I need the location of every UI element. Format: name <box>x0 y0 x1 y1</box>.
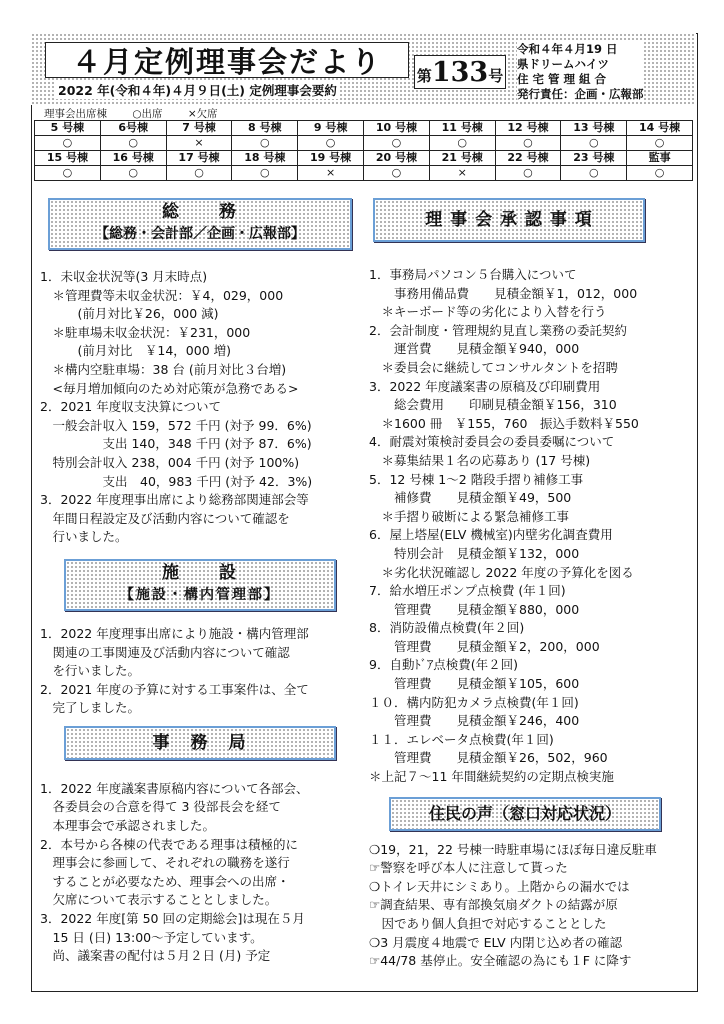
attendance-mark: ○ <box>35 136 101 151</box>
building-label: 15 号棟 <box>35 151 101 166</box>
text-line: 支出 40，983 千円 (対予 42．3%) <box>40 473 313 489</box>
attendance-legend-title: 理事会出席棟 <box>44 108 107 120</box>
text-line: ＊委員会に継続してコンサルタントを招聘 <box>369 359 618 375</box>
building-label: 7 号棟 <box>166 121 232 136</box>
building-label: 20 号棟 <box>363 151 429 166</box>
attendance-legend <box>44 106 240 121</box>
text-line: 管理費 見積金額￥105，600 <box>369 676 580 692</box>
building-label: 11 号棟 <box>429 121 495 136</box>
issue-suffix: 号 <box>488 67 504 85</box>
attendance-mark: ○ <box>298 136 364 151</box>
publisher-info <box>517 42 644 102</box>
building-label: 13 号棟 <box>561 121 627 136</box>
attendance-mark: × <box>298 166 364 181</box>
text-line: 9．自動ﾄﾞｱ点検費(年２回) <box>369 657 518 673</box>
attendance-mark: × <box>166 136 232 151</box>
text-line: ＊上記７～11 年間継続契約の定期点検実施 <box>369 769 614 785</box>
attendance-status-row <box>35 166 693 181</box>
text-line: 5．12 号棟 1～2 階段手摺り補修工事 <box>369 471 584 487</box>
text-line: 支出 140，348 千円 (対予 87．6%) <box>40 436 312 452</box>
attendance-header-row <box>35 121 693 136</box>
issue-prefix: 第 <box>416 67 432 85</box>
attendance-mark: ○ <box>166 166 232 181</box>
text-line: (前月対比￥26，000 減) <box>40 306 219 322</box>
section-title: 理 事 会 承 認 事 項 <box>425 210 593 230</box>
text-line: 1．2022 年度理事出席により施設・構内管理部 <box>40 625 309 641</box>
section-title: 事 務 局 <box>152 732 248 753</box>
building-label: 19 号棟 <box>298 151 364 166</box>
attendance-mark: ○ <box>561 166 627 181</box>
text-line: 管理費 見積金額￥246，400 <box>369 713 580 729</box>
attendance-mark: ○ <box>363 166 429 181</box>
text-line: ❍トイレ天井にシミあり。上階からの漏水では <box>369 878 630 894</box>
building-label: 17 号棟 <box>166 151 232 166</box>
text-line: ☞44/78 基停止。安全確認の為にも１F に降す <box>369 953 632 969</box>
section-title: 総 務 <box>162 202 238 222</box>
text-line: 欠席について表示することとしました。 <box>40 892 278 908</box>
attendance-mark: × <box>429 166 495 181</box>
text-line: ＊駐車場未収金状況：￥231，000 <box>40 324 251 340</box>
issue-number-box <box>414 55 506 89</box>
text-line: 本理事会で承認されました。 <box>40 818 216 834</box>
text-line: 特別会計収入 238，004 千円 (対予 100%) <box>40 454 300 470</box>
text-line: 事務用備品費 見積金額￥1，012，000 <box>369 285 638 301</box>
text-line: することが必要なため、理事会への出席・ <box>40 873 290 889</box>
section-header-general-affairs <box>48 198 352 250</box>
text-line: 2．本号から各棟の代表である理事は積極的に <box>40 836 298 852</box>
building-label: 10 号棟 <box>363 121 429 136</box>
text-line: 1．2022 年度議案書原稿内容について各部会、 <box>40 780 309 796</box>
section-header-residents-voice <box>389 797 661 831</box>
attendance-mark: ○ <box>363 136 429 151</box>
left-column <box>40 198 352 966</box>
building-label: 12 号棟 <box>495 121 561 136</box>
text-line: 完了しました。 <box>40 700 141 716</box>
text-line: 2．2021 年度収支決算について <box>40 399 221 415</box>
building-label: 22 号棟 <box>495 151 561 166</box>
text-line: 7．給水増圧ポンプ点検費 (年１回) <box>369 583 566 599</box>
text-line: ＊劣化状況確認し 2022 年度の予算化を図る <box>369 564 634 580</box>
text-line: 15 日 (日) 13:00～予定しています。 <box>40 929 263 945</box>
text-line: 2．会計制度・管理規約見直し業務の委託契約 <box>369 322 627 338</box>
section-title: 住民の声（窓口対応状況） <box>428 803 621 823</box>
attendance-header-row <box>35 151 693 166</box>
text-line: 3．2022 年度理事出席により総務部関連部会等 <box>40 492 309 508</box>
text-line: 尚、議案書の配付は５月２日 (月) 予定 <box>40 948 271 964</box>
text-line: 管理費 見積金額￥880，000 <box>369 601 580 617</box>
section-header-approvals <box>373 198 645 242</box>
facilities-body <box>40 625 352 718</box>
text-line: 6．屋上塔屋(ELV 機械室)内壁劣化調査費用 <box>369 527 613 543</box>
text-line: ＊管理費等未収金状況：￥4，029，000 <box>40 287 284 303</box>
attendance-table <box>34 120 693 181</box>
section-title: 施 設 <box>162 562 238 583</box>
text-line: 関連の工事関連及び活動内容について確認 <box>40 644 290 660</box>
issue-number: 133 <box>431 57 489 88</box>
newsletter-subtitle: 2022 年(令和４年)４月９日(土) 定例理事会要約 <box>55 81 340 99</box>
text-line: ＊手摺り破断による緊急補修工事 <box>369 508 570 524</box>
attendance-mark: ○ <box>627 136 693 151</box>
text-line: 総会費用 印刷見積金額￥156，310 <box>369 397 617 413</box>
text-line: 年間日程設定及び活動内容について確認を <box>40 510 290 526</box>
text-line: 1．未収金状況等(3 月末時点) <box>40 269 208 284</box>
text-line: 補修費 見積金額￥49，500 <box>369 490 572 506</box>
attendance-mark: ○ <box>495 166 561 181</box>
building-label: 9 号棟 <box>298 121 364 136</box>
text-line: ☞警察を呼び本人に注意して貰った <box>369 860 568 876</box>
text-line: 各委員会の合意を得て 3 役部長会を経て <box>40 799 281 815</box>
text-line: ＊構内空駐車場：38 台 (前月対比３台増) <box>40 361 287 377</box>
publisher-line: 住 宅 管 理 組 合 <box>517 72 607 86</box>
attendance-legend-absent: ×欠席 <box>187 108 218 120</box>
text-line: を行いました。 <box>40 663 141 679</box>
secretariat-body <box>40 780 352 966</box>
text-line: 3．2022 年度議案書の原稿及び印刷費用 <box>369 378 601 394</box>
attendance-legend-present: ○出席 <box>132 108 163 120</box>
section-header-secretariat <box>64 726 336 760</box>
text-line: ＊キーボード等の劣化により入替を行う <box>369 304 607 320</box>
building-label: 21 号棟 <box>429 151 495 166</box>
text-line: １１．エレベータ点検費(年１回) <box>369 731 554 747</box>
masthead <box>31 33 696 105</box>
attendance-status-row <box>35 136 693 151</box>
newsletter-title: ４月定例理事会だより <box>45 42 409 78</box>
text-line: 運営費 見積金額￥940，000 <box>369 341 580 357</box>
text-line: 理事会に参画して、それぞれの職務を遂行 <box>40 855 290 871</box>
text-line: ＊募集結果１名の応募あり (17 号棟) <box>369 452 591 468</box>
text-line: 1．事務局パソコン５台購入について <box>369 267 577 282</box>
right-column <box>369 198 691 971</box>
building-label: 23 号棟 <box>561 151 627 166</box>
text-line: 8．消防設備点検費(年２回) <box>369 620 525 636</box>
text-line: 4．耐震対策検討委員会の委員委嘱について <box>369 434 615 450</box>
text-line: <毎月増加傾向のため対応策が急務である> <box>40 380 299 396</box>
section-header-facilities <box>64 559 336 611</box>
building-label: 16 号棟 <box>100 151 166 166</box>
text-line: 管理費 見積金額￥2，200，000 <box>369 638 600 654</box>
publisher-line: 県ドリームハイツ <box>517 57 609 71</box>
attendance-mark: ○ <box>627 166 693 181</box>
text-line: 行いました。 <box>40 529 128 545</box>
building-label: 18 号棟 <box>232 151 298 166</box>
attendance-mark: ○ <box>232 136 298 151</box>
publisher-line: 発行責任：企画・広報部 <box>517 87 644 101</box>
attendance-mark: ○ <box>100 136 166 151</box>
section-subtitle: 【総務・会計部／企画・広報部】 <box>95 226 305 242</box>
text-line: (前月対比 ￥14，000 増) <box>40 343 231 359</box>
general-affairs-body <box>40 268 352 547</box>
text-line: 特別会計 見積金額￥132，000 <box>369 545 580 561</box>
text-line: ❍3 月震度４地震で ELV 内閉じ込め者の確認 <box>369 934 623 950</box>
text-line: 2．2021 年度の予算に対する工事案件は、全て <box>40 681 309 697</box>
building-label: 監事 <box>627 151 693 166</box>
text-line: ❍19，21，22 号棟一時駐車場にほぼ毎日違反駐車 <box>369 841 657 857</box>
building-label: 6号棟 <box>100 121 166 136</box>
attendance-mark: ○ <box>232 166 298 181</box>
attendance-mark: ○ <box>495 136 561 151</box>
attendance-mark: ○ <box>429 136 495 151</box>
text-line: 因であり個人負担で対応することとした <box>369 916 607 931</box>
text-line: 一般会計収入 159，572 千円 (対予 99．6%) <box>40 417 312 433</box>
text-line: １０．構内防犯カメラ点検費(年１回) <box>369 694 579 710</box>
residents-voice-body <box>369 841 691 971</box>
building-label: 8 号棟 <box>232 121 298 136</box>
section-subtitle: 【施設・構内管理部】 <box>120 586 280 603</box>
text-line: ☞調査結果、専有部換気扇ダクトの結露が原 <box>369 897 618 913</box>
approvals-body <box>369 266 691 787</box>
building-label: 14 号棟 <box>627 121 693 136</box>
text-line: ＊1600 冊 ￥155，760 振込手数料￥550 <box>369 415 639 431</box>
attendance-mark: ○ <box>561 136 627 151</box>
text-line: 管理費 見積金額￥26，502，960 <box>369 750 608 766</box>
attendance-mark: ○ <box>100 166 166 181</box>
building-label: 5 号棟 <box>35 121 101 136</box>
issue-date: 令和４年４月19 日 <box>517 42 618 56</box>
text-line: 3．2022 年度[第 50 回の定期総会]は現在５月 <box>40 911 305 927</box>
attendance-mark: ○ <box>35 166 101 181</box>
